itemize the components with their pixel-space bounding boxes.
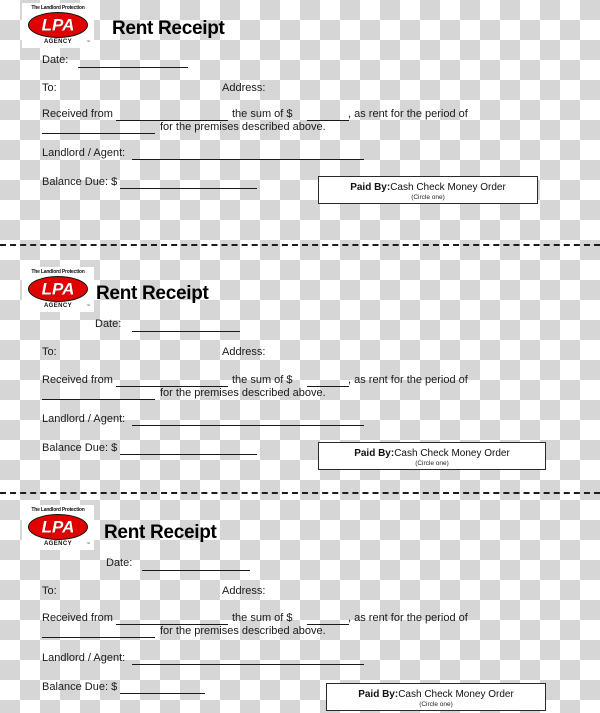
balance-due-input[interactable] [120, 188, 257, 189]
sum-of-label: the sum of $ [232, 108, 293, 120]
premises-described-label: for the premises described above. [160, 625, 326, 637]
as-rent-period-label: , as rent for the period of [348, 108, 468, 120]
paid-by-label: Paid By: [354, 448, 395, 459]
premises-described-label: for the premises described above. [160, 387, 326, 399]
address-label: Address: [222, 82, 266, 94]
address-label: Address: [222, 346, 266, 358]
date-label: Date: [106, 557, 133, 569]
logo-mark-text: LPA [41, 279, 75, 299]
landlord-agent-input[interactable] [132, 425, 364, 426]
paid-by-note: (Circle one) [415, 460, 449, 467]
paid-by-options[interactable]: Cash Check Money Order [394, 448, 510, 459]
logo-agency-text: AGENCY [43, 303, 73, 309]
date-input[interactable] [142, 570, 250, 571]
logo-mark-text: LPA [41, 15, 75, 35]
tear-line-1 [0, 244, 600, 246]
received-from-label: Received from [42, 374, 113, 386]
logo-agency-text: AGENCY [43, 39, 73, 45]
as-rent-period-label: , as rent for the period of [348, 374, 468, 386]
paid-by-note: (Circle one) [419, 701, 453, 708]
logo-trademark-icon: ™ [86, 303, 90, 308]
logo-oval-shape [28, 276, 88, 302]
paid-by-box[interactable] [326, 683, 546, 711]
lpa-logo [22, 267, 94, 312]
paid-by-box[interactable] [318, 176, 538, 204]
date-label: Date: [42, 54, 69, 66]
balance-due-input[interactable] [120, 454, 257, 455]
date-label: Date: [95, 318, 122, 330]
logo-arc-text: The Landlord Protection [31, 269, 85, 275]
page-title: Rent Receipt [112, 18, 225, 39]
logo-oval-shape [28, 514, 88, 540]
premises-described-label: for the premises described above. [160, 121, 326, 133]
received-from-label: Received from [42, 612, 113, 624]
balance-due-label: Balance Due: $ [42, 442, 118, 454]
paid-by-label: Paid By: [350, 182, 391, 193]
sum-of-label: the sum of $ [232, 374, 293, 386]
page-title: Rent Receipt [104, 522, 217, 543]
paid-by-options[interactable]: Cash Check Money Order [390, 182, 506, 193]
rent-period-input[interactable] [42, 637, 155, 638]
logo-trademark-icon: ™ [86, 39, 90, 44]
paid-by-note: (Circle one) [411, 194, 445, 201]
landlord-agent-input[interactable] [132, 159, 364, 160]
landlord-agent-input[interactable] [132, 664, 364, 665]
logo-oval-shape [28, 12, 88, 38]
paid-by-options[interactable]: Cash Check Money Order [398, 689, 514, 700]
paid-by-box[interactable] [318, 442, 546, 470]
to-label: To: [42, 82, 57, 94]
tear-line-2 [0, 492, 600, 494]
landlord-agent-label: Landlord / Agent: [42, 652, 126, 664]
balance-due-label: Balance Due: $ [42, 681, 118, 693]
landlord-agent-label: Landlord / Agent: [42, 147, 126, 159]
rent-period-input[interactable] [42, 399, 155, 400]
lpa-logo [22, 3, 94, 48]
logo-agency-text: AGENCY [43, 541, 73, 547]
paid-by-label: Paid By: [358, 689, 399, 700]
to-label: To: [42, 585, 57, 597]
balance-due-label: Balance Due: $ [42, 176, 118, 188]
landlord-agent-label: Landlord / Agent: [42, 413, 126, 425]
address-label: Address: [222, 585, 266, 597]
lpa-logo [22, 505, 94, 550]
logo-trademark-icon: ™ [86, 541, 90, 546]
sum-of-label: the sum of $ [232, 612, 293, 624]
date-input[interactable] [78, 67, 188, 68]
logo-arc-text: The Landlord Protection [31, 507, 85, 513]
balance-due-input[interactable] [120, 693, 205, 694]
logo-arc-text: The Landlord Protection [31, 5, 85, 11]
date-input[interactable] [132, 331, 240, 332]
received-from-label: Received from [42, 108, 113, 120]
page-title: Rent Receipt [96, 283, 209, 304]
as-rent-period-label: , as rent for the period of [348, 612, 468, 624]
rent-period-input[interactable] [42, 133, 155, 134]
logo-mark-text: LPA [41, 517, 75, 537]
to-label: To: [42, 346, 57, 358]
